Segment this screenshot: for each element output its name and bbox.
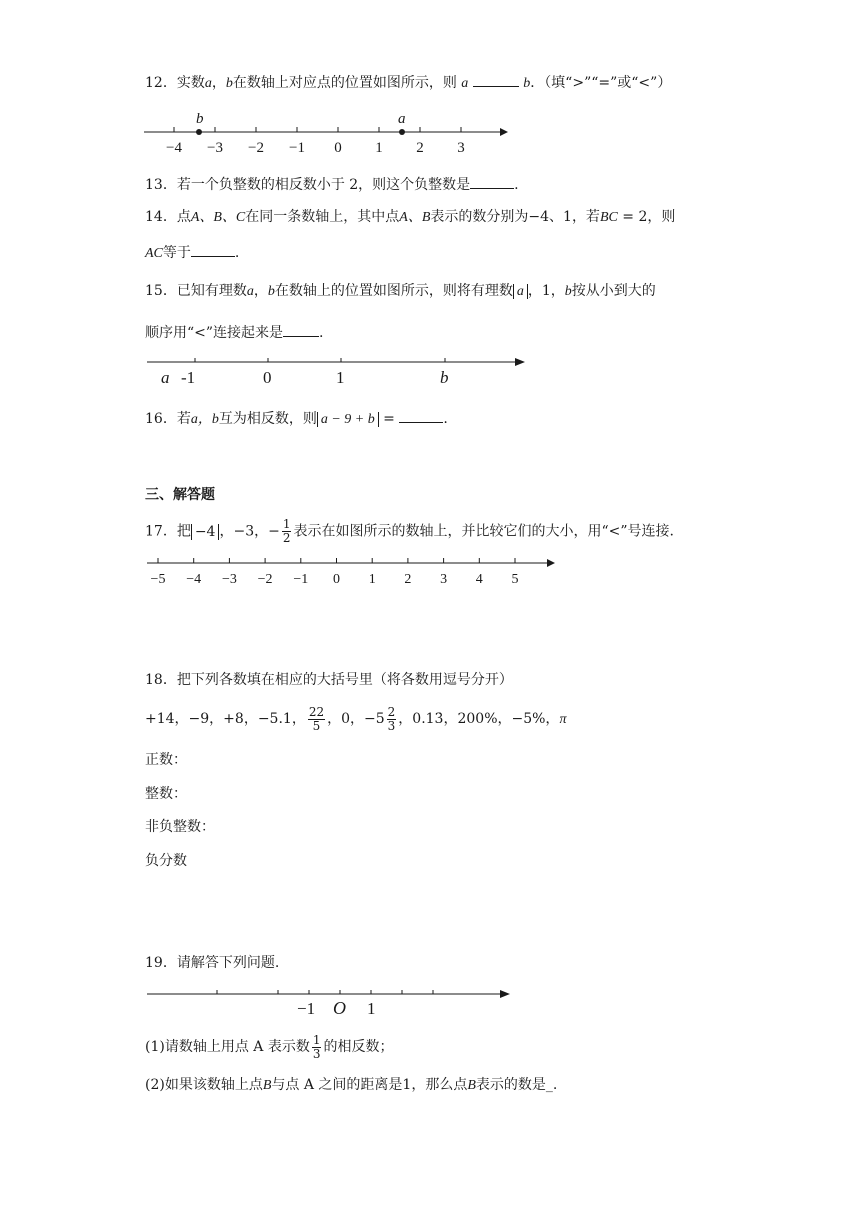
- q18-fraction-2-3: $\frac{2}{3}$: [387, 704, 396, 733]
- q12-tick-label: −4: [166, 140, 182, 156]
- q12-label-a: a: [398, 111, 406, 127]
- q15-line1: 15．已知有理数a，b在数轴上的位置如图所示，则将有理数 a ，1，b按从小到大的: [145, 283, 656, 299]
- q17-tick-label: −5: [150, 572, 166, 587]
- q17-fraction: $\frac{1}{2}$: [282, 517, 291, 545]
- q19-part1: (1)请数轴上用点 A 表示数 $\frac{1}{3}$ 的相反数；: [145, 1032, 394, 1061]
- q13-answer-blank[interactable]: [470, 174, 514, 189]
- q17-tick-label: 1: [368, 572, 376, 587]
- q18-numbers: +14，−9，+8，−5.1， $\frac{22}{5}$ ，0，−5 $\frac{2}{3}$ ，0.13̇，200%，−5%，π: [145, 704, 567, 733]
- q16-text: 16．若a，b互为相反数，则 a − 9 + b = .: [145, 408, 448, 430]
- q17-number-line: [145, 555, 565, 591]
- q17-tick-label: 4: [475, 572, 483, 587]
- q15-answer-blank[interactable]: [283, 322, 319, 337]
- q17-tick-label: −1: [293, 572, 309, 587]
- q12-point-b: [196, 129, 202, 135]
- q19-fraction: $\frac{1}{3}$: [312, 1032, 321, 1061]
- q12-answer-blank[interactable]: [473, 72, 519, 87]
- q19-label-origin: O: [333, 998, 346, 1018]
- q18-category-nonneg-integer: 非负整数：: [145, 819, 215, 835]
- q14-line2: AC等于 .: [145, 242, 239, 264]
- q12-tick-label: 0: [334, 140, 342, 156]
- q12-tick-label: −2: [248, 140, 264, 156]
- q18-text: 18．把下列各数填在相应的大括号里（将各数用逗号分开）: [145, 672, 513, 688]
- q12-tick-label: 1: [375, 140, 383, 156]
- q13-text: 13．若一个负整数的相反数小于 2，则这个负整数是 .: [145, 174, 519, 195]
- q17-tick-label: −3: [221, 572, 237, 587]
- q12-text: 12．实数a，b在数轴上对应点的位置如图所示，则 a b．（填“>”“=”或“<”）: [145, 72, 671, 94]
- q16-answer-blank[interactable]: [399, 408, 443, 423]
- q12-tick-label: 2: [416, 140, 424, 156]
- q15-label-0: 0: [263, 368, 272, 387]
- q18-category-integer: 整数：: [145, 786, 187, 802]
- q15-number-line: [145, 350, 535, 390]
- q15-line2: 顺序用“<”连接起来是 .: [145, 322, 324, 343]
- q12-tick-label: −3: [207, 140, 223, 156]
- q15-label-1: 1: [336, 368, 345, 387]
- q15-label-neg1: -1: [181, 368, 196, 387]
- q18-category-positive: 正数：: [145, 752, 187, 768]
- q17-text: 17．把 −4 ，−3，− $\frac{1}{2}$ 表示在如图所示的数轴上，并比较它们的大小，用“<”号连接.: [145, 517, 674, 545]
- q12-label-b: b: [196, 111, 204, 127]
- q18-fraction-22-5: $\frac{22}{5}$: [308, 704, 325, 733]
- q14-line1: 14．点A、B、C在同一条数轴上，其中点A、B表示的数分别为−4、1，若BC = 2，则: [145, 209, 676, 225]
- q18-category-neg-fraction: 负分数: [145, 853, 187, 869]
- q19-number-line: [145, 983, 525, 1023]
- q17-tick-label: −2: [257, 572, 273, 587]
- q19-text: 19．请解答下列问题.: [145, 955, 280, 971]
- q14-answer-blank[interactable]: [191, 242, 235, 257]
- q12-point-a: [399, 129, 405, 135]
- q17-tick-label: 5: [511, 572, 519, 587]
- q19-part2: (2)如果该数轴上点B与点 A 之间的距离是1，那么点B表示的数是_.: [145, 1077, 558, 1093]
- q15-label-a: a: [161, 368, 170, 387]
- q17-tick-label: −4: [186, 572, 202, 587]
- q17-tick-label: 2: [404, 572, 412, 587]
- q17-tick-label: 3: [440, 572, 448, 587]
- q12-tick-label: −1: [289, 140, 305, 156]
- q19-label-neg1: −1: [297, 999, 316, 1018]
- q17-tick-label: 0: [333, 572, 340, 587]
- q12-tick-label: 3: [457, 140, 465, 156]
- q19-label-1: 1: [367, 999, 376, 1018]
- q12-number-line: [140, 105, 520, 155]
- q19-answer-blank[interactable]: _: [545, 1077, 553, 1093]
- section-title: 三、解答题: [145, 487, 215, 503]
- q15-label-b: b: [440, 368, 449, 387]
